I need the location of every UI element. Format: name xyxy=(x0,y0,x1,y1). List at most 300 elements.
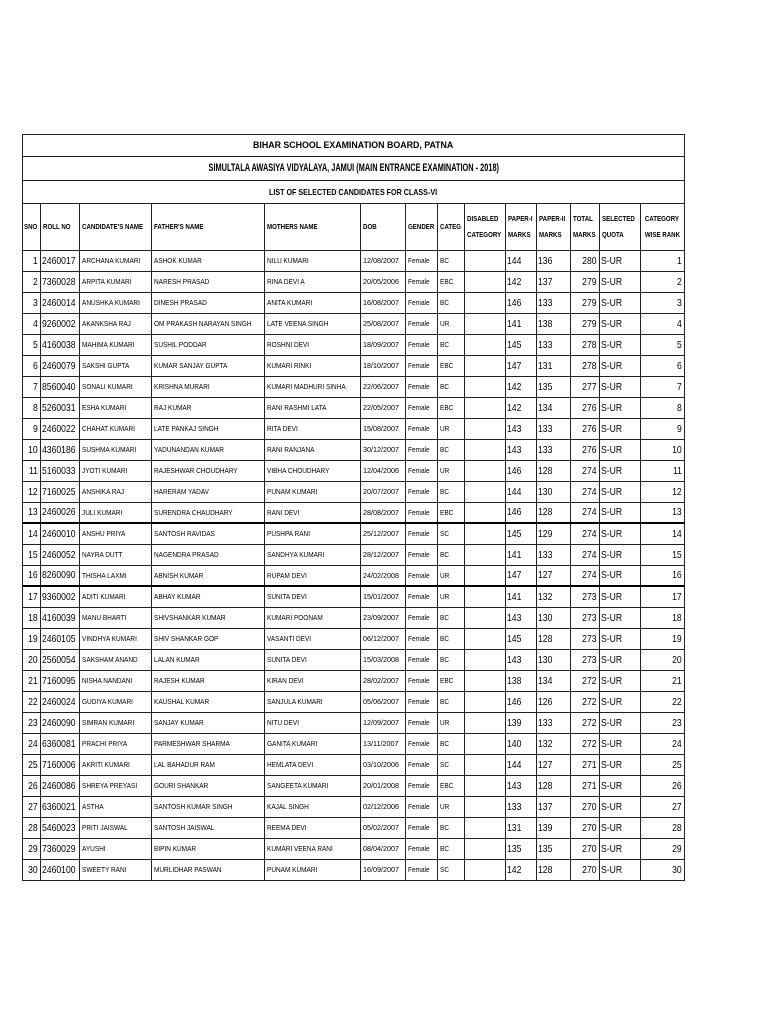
cell-paper2-marks xyxy=(537,671,571,691)
cell-selected-quota xyxy=(600,335,641,355)
cell-father-name xyxy=(152,818,265,838)
cell-total-marks xyxy=(571,524,600,544)
paper1-marks-value: 146 xyxy=(507,296,522,309)
paper1-marks-value: 142 xyxy=(507,380,522,393)
cell-category-rank xyxy=(641,398,685,418)
paper1-marks-value: 145 xyxy=(507,632,522,645)
category-rank-value: 28 xyxy=(672,821,682,834)
cell-roll-no xyxy=(41,272,80,292)
cell-category xyxy=(438,503,465,522)
total-marks-value: 274 xyxy=(582,569,597,582)
mother-name-value: REEMA DEVI xyxy=(267,823,307,833)
cell-sno xyxy=(23,818,41,838)
cell-total-marks xyxy=(571,776,600,796)
sno-value: 22 xyxy=(28,695,38,708)
cell-disabled-category xyxy=(465,440,506,460)
list-title: LIST OF SELECTED CANDIDATES FOR CLASS-VI xyxy=(269,186,438,197)
cell-gender xyxy=(406,734,438,754)
cell-total-marks xyxy=(571,335,600,355)
category-rank-value: 22 xyxy=(672,695,682,708)
paper1-marks-value: 143 xyxy=(507,422,522,435)
selected-quota-value: S-UR xyxy=(601,338,623,351)
roll-no-value: 9260002 xyxy=(42,317,76,330)
cell-total-marks xyxy=(571,587,600,607)
cell-mother-name xyxy=(265,713,361,733)
cell-candidate-name xyxy=(80,356,152,376)
cell-father-name xyxy=(152,608,265,628)
cell-sno xyxy=(23,860,41,880)
cell-category-rank xyxy=(641,314,685,334)
table-row xyxy=(23,503,685,524)
father-name-value: MURLIDHAR PASWAN xyxy=(154,865,222,875)
sno-value: 13 xyxy=(28,506,38,519)
table-row xyxy=(23,461,685,482)
cell-candidate-name xyxy=(80,755,152,775)
roll-no-value: 6360081 xyxy=(42,737,76,750)
cell-category-rank xyxy=(641,797,685,817)
sno-value: 20 xyxy=(28,653,38,666)
cell-father-name xyxy=(152,839,265,859)
cell-disabled-category xyxy=(465,461,506,481)
category-value: BC xyxy=(440,844,449,854)
cell-father-name xyxy=(152,482,265,502)
cell-total-marks xyxy=(571,797,600,817)
cell-total-marks xyxy=(571,440,600,460)
gender-value: Female xyxy=(408,802,430,812)
cell-category xyxy=(438,398,465,418)
cell-mother-name xyxy=(265,650,361,670)
cell-category xyxy=(438,839,465,859)
sno-value: 3 xyxy=(33,296,38,309)
dob-value: 16/08/2007 xyxy=(363,298,399,308)
cell-paper1-marks xyxy=(506,650,537,670)
gender-value: Female xyxy=(408,781,430,791)
cell-dob xyxy=(361,671,406,691)
cell-roll-no xyxy=(41,755,80,775)
table-row xyxy=(23,251,685,272)
cell-candidate-name xyxy=(80,839,152,859)
cell-selected-quota xyxy=(600,818,641,838)
category-rank-value: 17 xyxy=(672,590,682,603)
cell-roll-no xyxy=(41,314,80,334)
cell-disabled-category xyxy=(465,251,506,271)
total-marks-value: 272 xyxy=(582,674,597,687)
cell-disabled-category xyxy=(465,272,506,292)
cell-father-name xyxy=(152,860,265,880)
cell-mother-name xyxy=(265,356,361,376)
gender-value: Female xyxy=(408,676,430,686)
cell-paper1-marks xyxy=(506,734,537,754)
cell-dob xyxy=(361,293,406,313)
category-rank-value: 30 xyxy=(672,863,682,876)
total-marks-value: 273 xyxy=(582,653,597,666)
dob-value: 25/08/2007 xyxy=(363,319,399,329)
cell-mother-name xyxy=(265,608,361,628)
cell-category-rank xyxy=(641,818,685,838)
cell-father-name xyxy=(152,755,265,775)
cell-dob xyxy=(361,566,406,585)
dob-value: 15/03/2008 xyxy=(363,655,399,665)
board-title-row xyxy=(23,135,685,157)
cell-disabled-category xyxy=(465,797,506,817)
cell-total-marks xyxy=(571,272,600,292)
sno-value: 7 xyxy=(33,380,38,393)
cell-dob xyxy=(361,356,406,376)
paper2-marks-value: 132 xyxy=(538,737,553,750)
table-row xyxy=(23,755,685,776)
mother-name-value: KUMARI POONAM xyxy=(267,613,323,623)
cell-paper2-marks xyxy=(537,440,571,460)
sno-value: 10 xyxy=(28,443,38,456)
cell-paper2-marks xyxy=(537,587,571,607)
category-rank-value: 14 xyxy=(672,527,682,540)
cell-dob xyxy=(361,503,406,522)
cell-dob xyxy=(361,419,406,439)
category-value: BC xyxy=(440,256,449,266)
cell-total-marks xyxy=(571,293,600,313)
cell-category xyxy=(438,482,465,502)
candidate-name-value: ESHA KUMARI xyxy=(82,403,127,413)
cell-paper1-marks xyxy=(506,713,537,733)
mother-name-value: KAJAL SINGH xyxy=(267,802,309,812)
cell-sno xyxy=(23,608,41,628)
paper1-marks-value: 144 xyxy=(507,254,522,267)
gender-value: Female xyxy=(408,718,430,728)
cell-candidate-name xyxy=(80,461,152,481)
cell-paper1-marks xyxy=(506,818,537,838)
father-name-value: RAJESH KUMAR xyxy=(154,676,205,686)
candidate-name-value: JULI KUMARI xyxy=(82,507,123,517)
cell-disabled-category xyxy=(465,671,506,691)
cell-selected-quota xyxy=(600,713,641,733)
cell-paper1-marks xyxy=(506,503,537,522)
paper1-marks-value: 131 xyxy=(507,821,522,834)
cell-category xyxy=(438,440,465,460)
category-value: BC xyxy=(440,445,449,455)
cell-sno xyxy=(23,335,41,355)
category-value: EBC xyxy=(440,361,454,371)
table-row xyxy=(23,356,685,377)
cell-mother-name xyxy=(265,461,361,481)
total-marks-value: 277 xyxy=(582,380,597,393)
dob-value: 30/12/2007 xyxy=(363,445,399,455)
table-row xyxy=(23,272,685,293)
cell-total-marks xyxy=(571,566,600,585)
sno-value: 1 xyxy=(33,254,38,267)
selected-quota-value: S-UR xyxy=(601,422,623,435)
total-marks-value: 272 xyxy=(582,737,597,750)
category-rank-value: 23 xyxy=(672,716,682,729)
roll-no-value: 2460086 xyxy=(42,779,76,792)
candidate-name-value: ARCHANA KUMARI xyxy=(82,256,141,266)
cell-mother-name xyxy=(265,503,361,522)
cell-paper1-marks xyxy=(506,671,537,691)
total-marks-value: 274 xyxy=(582,464,597,477)
cell-total-marks xyxy=(571,503,600,522)
cell-gender xyxy=(406,776,438,796)
cell-candidate-name xyxy=(80,587,152,607)
father-name-value: SURENDRA CHAUDHARY xyxy=(154,507,233,517)
selected-quota-value: S-UR xyxy=(601,821,623,834)
cell-roll-no xyxy=(41,545,80,565)
cell-paper2-marks xyxy=(537,566,571,585)
cell-dob xyxy=(361,755,406,775)
gender-value: Female xyxy=(408,550,430,560)
mother-name-value: RITA DEVI xyxy=(267,424,298,434)
exam-title-row xyxy=(23,157,685,181)
table-row xyxy=(23,860,685,881)
cell-gender xyxy=(406,839,438,859)
cell-gender xyxy=(406,755,438,775)
cell-dob xyxy=(361,734,406,754)
roll-no-value: 2460100 xyxy=(42,863,76,876)
cell-roll-no xyxy=(41,671,80,691)
cell-gender xyxy=(406,818,438,838)
dob-value: 03/10/2006 xyxy=(363,760,399,770)
father-name-value: KUMAR SANJAY GUPTA xyxy=(154,361,228,371)
cell-category-rank xyxy=(641,377,685,397)
cell-category-rank xyxy=(641,713,685,733)
cell-candidate-name xyxy=(80,797,152,817)
dob-value: 13/11/2007 xyxy=(363,739,399,749)
cell-roll-no xyxy=(41,293,80,313)
cell-selected-quota xyxy=(600,860,641,880)
gender-value: Female xyxy=(408,507,430,517)
cell-category xyxy=(438,335,465,355)
cell-category-rank xyxy=(641,482,685,502)
cell-dob xyxy=(361,776,406,796)
cell-sno xyxy=(23,461,41,481)
paper1-marks-value: 140 xyxy=(507,737,522,750)
cell-category-rank xyxy=(641,587,685,607)
cell-sno xyxy=(23,692,41,712)
dob-value: 24/02/2008 xyxy=(363,570,399,580)
father-name-value: SANTOSH KUMAR SINGH xyxy=(154,802,233,812)
cell-paper2-marks xyxy=(537,524,571,544)
cell-roll-no xyxy=(41,503,80,522)
cell-gender xyxy=(406,545,438,565)
cell-category-rank xyxy=(641,629,685,649)
table-row xyxy=(23,629,685,650)
cell-paper1-marks xyxy=(506,314,537,334)
cell-paper2-marks xyxy=(537,860,571,880)
sno-value: 24 xyxy=(28,737,38,750)
paper2-marks-value: 126 xyxy=(538,695,553,708)
table-row xyxy=(23,797,685,818)
cell-disabled-category xyxy=(465,755,506,775)
cell-total-marks xyxy=(571,482,600,502)
cell-dob xyxy=(361,314,406,334)
cell-sno xyxy=(23,566,41,585)
cell-category xyxy=(438,671,465,691)
cell-dob xyxy=(361,440,406,460)
gender-value: Female xyxy=(408,361,430,371)
cell-disabled-category xyxy=(465,839,506,859)
total-marks-value: 274 xyxy=(582,527,597,540)
category-value: EBC xyxy=(440,277,454,287)
cell-candidate-name xyxy=(80,524,152,544)
mother-name-value: ANITA KUMARI xyxy=(267,298,313,308)
cell-mother-name xyxy=(265,251,361,271)
cell-sno xyxy=(23,524,41,544)
cell-paper1-marks xyxy=(506,629,537,649)
dob-value: 05/02/2007 xyxy=(363,823,399,833)
cell-dob xyxy=(361,629,406,649)
cell-candidate-name xyxy=(80,335,152,355)
paper2-marks-value: 133 xyxy=(538,716,553,729)
cell-selected-quota xyxy=(600,461,641,481)
gender-value: Female xyxy=(408,865,430,875)
cell-dob xyxy=(361,524,406,544)
cell-category xyxy=(438,545,465,565)
gender-value: Female xyxy=(408,424,430,434)
cell-sno xyxy=(23,314,41,334)
cell-selected-quota xyxy=(600,797,641,817)
category-value: SC xyxy=(440,865,449,875)
cell-father-name xyxy=(152,797,265,817)
cell-total-marks xyxy=(571,671,600,691)
cell-paper1-marks xyxy=(506,776,537,796)
selected-quota-value: S-UR xyxy=(601,317,623,330)
paper1-marks-value: 143 xyxy=(507,611,522,624)
cell-paper2-marks xyxy=(537,776,571,796)
candidate-name-value: CHAHAT KUMARI xyxy=(82,424,135,434)
roll-no-value: 4160038 xyxy=(42,338,76,351)
father-name-value: PARMESHWAR SHARMA xyxy=(154,739,230,749)
total-marks-value: 279 xyxy=(582,296,597,309)
cell-disabled-category xyxy=(465,398,506,418)
cell-dob xyxy=(361,335,406,355)
mother-name-value: RUPAM DEVI xyxy=(267,570,307,580)
cell-paper2-marks xyxy=(537,755,571,775)
candidate-name-value: SHREYA PREYASI xyxy=(82,781,138,791)
results-table xyxy=(22,134,685,881)
total-marks-value: 279 xyxy=(582,317,597,330)
father-name-value: YADUNANDAN KUMAR xyxy=(154,445,224,455)
column-header-disabled-category xyxy=(465,204,506,250)
paper1-marks-value: 142 xyxy=(507,275,522,288)
cell-paper1-marks xyxy=(506,398,537,418)
paper1-marks-value: 143 xyxy=(507,653,522,666)
cell-category-rank xyxy=(641,503,685,522)
candidate-name-value: THISHA LAXMI xyxy=(82,570,127,580)
roll-no-value: 7360029 xyxy=(42,842,76,855)
cell-sno xyxy=(23,734,41,754)
cell-sno xyxy=(23,482,41,502)
cell-disabled-category xyxy=(465,419,506,439)
roll-no-value: 4360186 xyxy=(42,443,76,456)
paper1-marks-value: 147 xyxy=(507,569,522,582)
cell-selected-quota xyxy=(600,839,641,859)
cell-selected-quota xyxy=(600,503,641,522)
father-name-value: HARERAM YADAV xyxy=(154,487,209,497)
cell-father-name xyxy=(152,629,265,649)
cell-sno xyxy=(23,671,41,691)
cell-father-name xyxy=(152,461,265,481)
table-row xyxy=(23,482,685,503)
mother-name-value: SANDHYA KUMARI xyxy=(267,550,325,560)
cell-category xyxy=(438,419,465,439)
mother-name-value: HEMLATA DEVI xyxy=(267,760,314,770)
cell-gender xyxy=(406,461,438,481)
father-name-value: GOURI SHANKAR xyxy=(154,781,209,791)
paper2-marks-value: 134 xyxy=(538,674,553,687)
paper1-marks-value: 138 xyxy=(507,674,522,687)
cell-candidate-name xyxy=(80,293,152,313)
table-row xyxy=(23,440,685,461)
cell-roll-no xyxy=(41,587,80,607)
gender-value: Female xyxy=(408,739,430,749)
candidate-name-value: SAKSHAM ANAND xyxy=(82,655,138,665)
cell-candidate-name xyxy=(80,251,152,271)
cell-selected-quota xyxy=(600,650,641,670)
cell-dob xyxy=(361,713,406,733)
column-header-total-marks xyxy=(571,204,600,250)
cell-paper1-marks xyxy=(506,461,537,481)
cell-paper2-marks xyxy=(537,356,571,376)
candidate-name-value: ADITI KUMARI xyxy=(82,592,126,602)
table-row xyxy=(23,398,685,419)
cell-disabled-category xyxy=(465,482,506,502)
category-value: BC xyxy=(440,613,449,623)
cell-sno xyxy=(23,629,41,649)
selected-quota-value: S-UR xyxy=(601,275,623,288)
category-value: BC xyxy=(440,697,449,707)
cell-father-name xyxy=(152,545,265,565)
cell-gender xyxy=(406,356,438,376)
category-rank-value: 10 xyxy=(672,443,682,456)
dob-value: 15/08/2007 xyxy=(363,424,399,434)
gender-value: Female xyxy=(408,445,430,455)
father-name-value: SANTOSH JAISWAL xyxy=(154,823,215,833)
candidate-name-value: SUSHMA KUMARI xyxy=(82,445,137,455)
paper2-marks-value: 133 xyxy=(538,338,553,351)
cell-mother-name xyxy=(265,566,361,585)
candidate-name-value: SAKSHI GUPTA xyxy=(82,361,130,371)
category-value: EBC xyxy=(440,507,454,517)
selected-quota-value: S-UR xyxy=(601,863,623,876)
dob-value: 02/12/2006 xyxy=(363,802,399,812)
cell-sno xyxy=(23,650,41,670)
selected-quota-value: S-UR xyxy=(601,380,623,393)
cell-sno xyxy=(23,251,41,271)
father-name-value: ABHAY KUMAR xyxy=(154,592,201,602)
total-marks-value: 270 xyxy=(582,800,597,813)
cell-father-name xyxy=(152,524,265,544)
total-marks-value: 279 xyxy=(582,275,597,288)
table-row xyxy=(23,671,685,692)
selected-quota-value: S-UR xyxy=(601,548,623,561)
candidate-name-value: ASTHA xyxy=(82,802,104,812)
cell-paper1-marks xyxy=(506,293,537,313)
mother-name-value: LATE VEENA SINGH xyxy=(267,319,329,329)
cell-sno xyxy=(23,776,41,796)
cell-paper1-marks xyxy=(506,608,537,628)
cell-category xyxy=(438,272,465,292)
dob-value: 15/01/2007 xyxy=(363,592,399,602)
mother-name-value: VIBHA CHOUDHARY xyxy=(267,466,330,476)
cell-roll-no xyxy=(41,608,80,628)
cell-category xyxy=(438,818,465,838)
cell-selected-quota xyxy=(600,314,641,334)
category-value: EBC xyxy=(440,781,454,791)
cell-gender xyxy=(406,398,438,418)
cell-father-name xyxy=(152,671,265,691)
cell-paper1-marks xyxy=(506,566,537,585)
cell-paper1-marks xyxy=(506,251,537,271)
gender-value: Female xyxy=(408,487,430,497)
sno-value: 18 xyxy=(28,611,38,624)
